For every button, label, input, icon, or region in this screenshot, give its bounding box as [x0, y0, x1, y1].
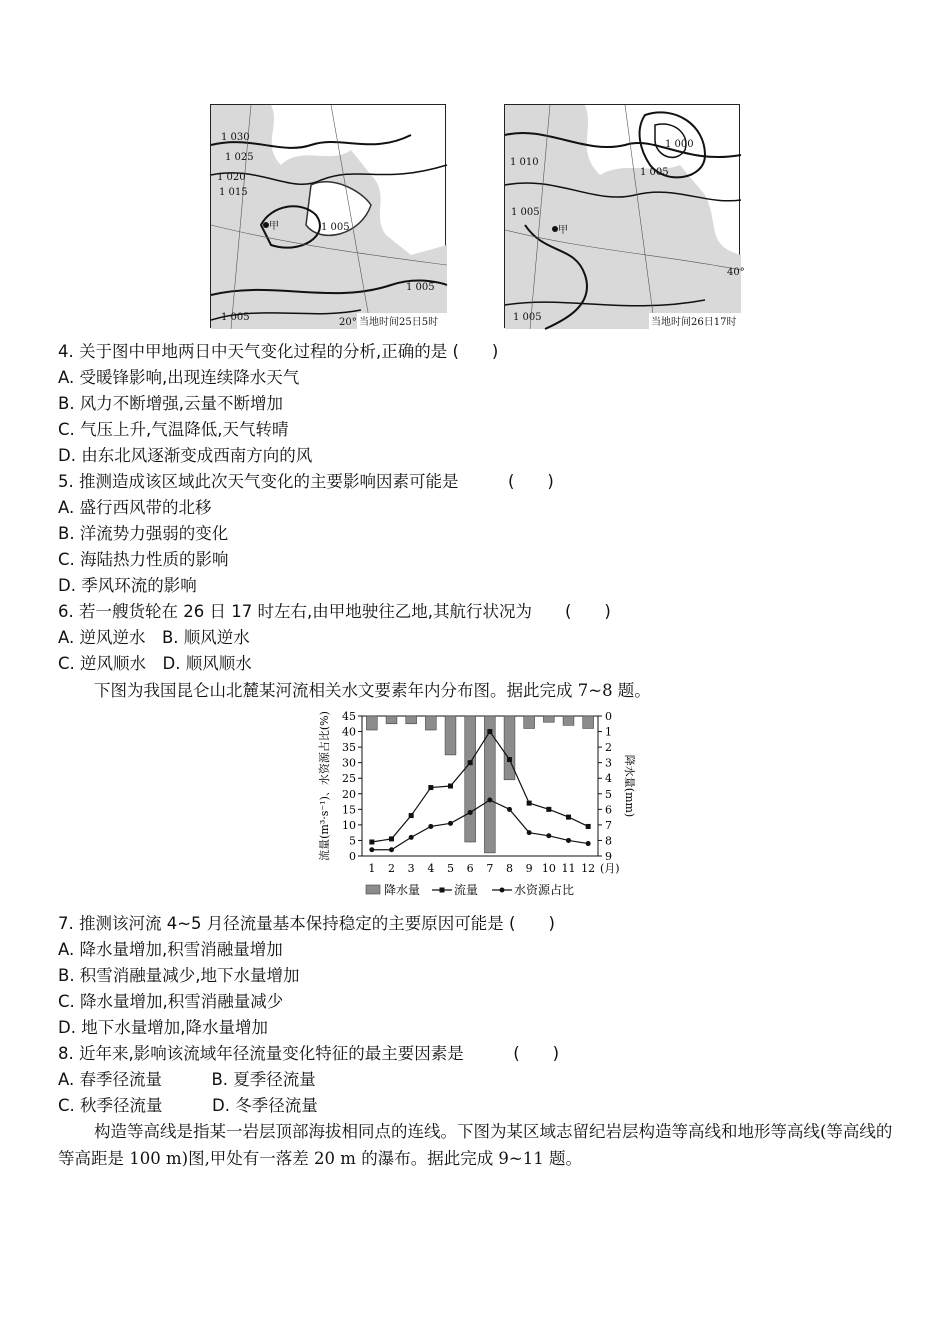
left-tick-label: 5 [349, 834, 356, 848]
weather-map-day26 [504, 104, 745, 328]
map1-label-c: 1 020 [217, 172, 246, 183]
precip-bar [386, 716, 397, 724]
q8-options-cd: C. 秋季径流量 D. 冬季径流量 [58, 1096, 318, 1115]
right-tick-label: 5 [605, 787, 612, 801]
legend-flow: 流量 [454, 883, 479, 897]
legend-flow-marker [440, 888, 445, 893]
x-tick-label: 5 [447, 862, 454, 875]
x-tick-label: 7 [486, 862, 494, 875]
flow-point [448, 784, 453, 789]
share-point [586, 841, 591, 846]
q4-option-c: C. 气压上升,气温降低,天气转晴 [58, 420, 289, 439]
share-point [566, 838, 571, 843]
left-tick-label: 45 [342, 710, 356, 723]
map2-label-f: 40° [727, 267, 745, 278]
q7-stem: 7. 推测该河流 4~5 月径流量基本保持稳定的主要原因可能是 ( ) [58, 914, 555, 933]
map1-label-b: 1 025 [225, 152, 254, 163]
q7-option-d: D. 地下水量增加,降水量增加 [58, 1018, 268, 1037]
flow-point [487, 729, 492, 734]
flow-point [389, 836, 394, 841]
right-tick-label: 1 [605, 725, 612, 739]
left-tick-label: 35 [342, 741, 356, 755]
flow-point [527, 801, 532, 806]
q5-option-d: D. 季风环流的影响 [58, 576, 197, 595]
precip-bar [504, 716, 515, 780]
precip-bar [406, 716, 417, 724]
q5-option-b: B. 洋流势力强弱的变化 [58, 524, 229, 543]
precip-bar [366, 716, 377, 730]
q7-option-a: A. 降水量增加,积雪消融量增加 [58, 940, 283, 959]
weather-map-day25 [210, 104, 446, 328]
right-tick-label: 8 [605, 834, 612, 848]
flow-point [369, 840, 374, 845]
left-axis-title: 流量(m³·s⁻¹)、水资源占比(%) [318, 711, 331, 861]
map1-label-f: 1 005 [221, 312, 250, 323]
q8-options-ab: A. 春季径流量 B. 夏季径流量 [58, 1070, 316, 1089]
left-tick-label: 20 [342, 787, 356, 801]
left-tick-label: 40 [342, 725, 356, 739]
right-tick-label: 9 [605, 850, 612, 863]
share-point [527, 830, 532, 835]
legend-share: 水资源占比 [514, 883, 575, 897]
x-tick-label: 1 [368, 862, 376, 875]
share-point [546, 833, 551, 838]
q7-option-b: B. 积雪消融量减少,地下水量增加 [58, 966, 300, 985]
right-tick-label: 4 [605, 772, 612, 786]
x-tick-label: 4 [427, 862, 435, 875]
left-tick-label: 25 [342, 772, 356, 786]
map1-label-a: 1 030 [221, 132, 250, 143]
map1-label-low: 1 005 [321, 222, 350, 233]
share-point [409, 835, 414, 840]
flow-point [566, 815, 571, 820]
right-tick-label: 0 [605, 710, 612, 723]
precip-bar [543, 716, 554, 722]
precip-bar [524, 716, 535, 728]
flow-point [468, 760, 473, 765]
share-point [487, 798, 492, 803]
precip-bar [425, 716, 436, 730]
q6-options-ab: A. 逆风逆水 B. 顺风逆水 [58, 628, 250, 647]
left-tick-label: 30 [342, 756, 356, 770]
q5-stem: 5. 推测造成该区域此次天气变化的主要影响因素可能是 ( ) [58, 472, 554, 491]
legend-precip: 降水量 [384, 883, 421, 897]
map2-label-a: 1 010 [510, 157, 539, 168]
flow-point [546, 807, 551, 812]
intro-9-11: 构造等高线是指某一岩层顶部海拔相同点的连线。下图为某区域志留纪岩层构造等高线和地形等高线(等高线的等高距是 100 m)图,甲处有一落差 20 m 的瀑布。据此完成 9~11 题。 [58, 1122, 893, 1168]
q5-option-c: C. 海陆热力性质的影响 [58, 550, 229, 569]
map1-label-lon: 20° [339, 317, 357, 328]
share-point [428, 824, 433, 829]
plot-frame [362, 716, 598, 856]
flow-point [586, 824, 591, 829]
share-point [448, 821, 453, 826]
precip-bar [465, 716, 476, 842]
right-tick-label: 7 [605, 818, 612, 832]
x-tick-label: 2 [388, 862, 395, 875]
map2-label-b: 1 005 [640, 167, 669, 178]
left-tick-label: 10 [342, 818, 356, 832]
precip-bar [563, 716, 574, 725]
precip-bar [445, 716, 456, 755]
legend-share-marker [500, 888, 505, 893]
q5-option-a: A. 盛行西风带的北移 [58, 498, 212, 517]
q7-option-c: C. 降水量增加,积雪消融量减少 [58, 992, 284, 1011]
x-tick-label: 9 [525, 862, 533, 875]
map2-caption: 当地时间26日17时 [651, 317, 737, 328]
x-tick-label: 10 [541, 862, 556, 875]
q4-stem: 4. 关于图中甲地两日中天气变化过程的分析,正确的是 ( ) [58, 342, 499, 361]
q8-stem: 8. 近年来,影响该流域年径流量变化特征的最主要因素是 ( ) [58, 1044, 560, 1063]
x-tick-label: 12 [581, 862, 596, 875]
q4-option-a: A. 受暖锋影响,出现连续降水天气 [58, 368, 300, 387]
left-tick-label: 0 [349, 850, 356, 863]
left-tick-label: 15 [342, 803, 356, 817]
right-tick-label: 6 [605, 803, 612, 817]
flow-line [372, 732, 588, 842]
q6-stem: 6. 若一艘货轮在 26 日 17 时左右,由甲地驶往乙地,其航行状况为 ( ) [58, 602, 611, 621]
map2-label-c: 1 000 [665, 139, 694, 150]
share-line [372, 800, 588, 850]
right-tick-label: 2 [605, 741, 612, 755]
map1-label-jia: 甲 [269, 221, 279, 232]
map1-label-d: 1 015 [219, 187, 248, 198]
map1-label-e: 1 005 [406, 282, 435, 293]
flow-point [507, 757, 512, 762]
x-axis-unit: (月) [600, 862, 620, 875]
intro-7-8: 下图为我国昆仑山北麓某河流相关水文要素年内分布图。据此完成 7~8 题。 [94, 681, 651, 700]
share-point [468, 810, 473, 815]
map2-label-e: 1 005 [513, 312, 542, 323]
share-point [507, 807, 512, 812]
share-point [389, 847, 394, 852]
right-axis-title: 降水量(mm) [623, 754, 636, 818]
q4-option-b: B. 风力不断增强,云量不断增加 [58, 394, 284, 413]
flow-point [409, 813, 414, 818]
x-tick-label: 8 [506, 862, 513, 875]
x-tick-label: 3 [407, 862, 415, 875]
precip-bar [583, 716, 594, 728]
map2-label-jia: 甲 [558, 225, 568, 236]
map2-label-d: 1 005 [511, 207, 540, 218]
q6-options-cd: C. 逆风顺水 D. 顺风顺水 [58, 654, 252, 673]
q4-option-d: D. 由东北风逐渐变成西南方向的风 [58, 446, 313, 465]
share-point [369, 847, 374, 852]
map1-caption: 当地时间25日5时 [359, 317, 439, 328]
x-tick-label: 11 [561, 862, 576, 875]
flow-point [428, 785, 433, 790]
hydrology-chart [300, 704, 640, 910]
legend-bar-swatch [366, 885, 380, 894]
right-tick-label: 3 [605, 756, 612, 770]
x-tick-label: 6 [466, 862, 474, 875]
